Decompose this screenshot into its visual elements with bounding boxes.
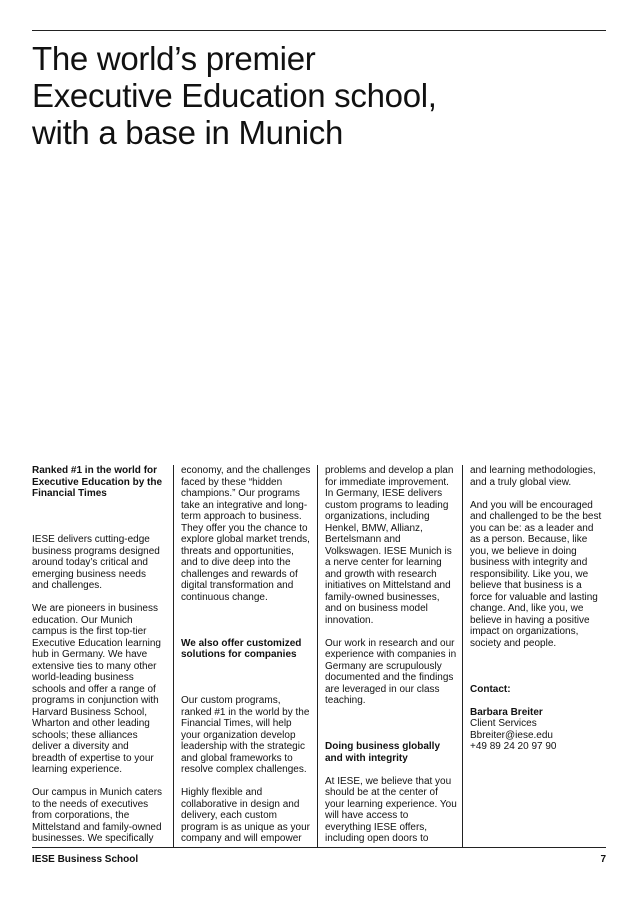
contact-name: Barbara Breiter — [470, 706, 543, 718]
bottom-rule — [32, 847, 606, 848]
footer-school-name: IESE Business School — [32, 854, 139, 865]
contact-heading: Contact: — [470, 683, 511, 695]
paragraph: economy, and the challenges faced by these “hidden champions.” Our programs take an integrative and long-term approach to business. They offer you the chance to explore global market trends, threats and opportunities, and to dive deep into the challenges and rewards of digital transformation and continuous change. — [181, 465, 311, 603]
page-number: 7 — [600, 854, 606, 865]
page-title — [32, 40, 592, 151]
footer — [32, 853, 606, 867]
paragraph: and learning methodologies, and a truly global view. — [470, 465, 596, 488]
contact-phone: +49 89 24 20 97 90 — [470, 741, 557, 752]
title-line-1: The world’s premier — [32, 40, 316, 77]
top-rule — [32, 30, 606, 31]
custom-solutions-heading: We also offer customized solutions for companies — [181, 637, 302, 660]
paragraph: IESE delivers cutting-edge business programs designed around today’s critical and emerging business needs and challenges. — [32, 534, 160, 591]
paragraph: Our work in research and our experience with companies in Germany are scrupulously documented and the findings are leveraged in our class teaching. — [325, 637, 457, 706]
column-3 — [325, 465, 457, 845]
column-divider — [173, 465, 174, 847]
paragraph: We are pioneers in business education. Our Munich campus is the first top-tier Executive Education learning hub in Germany. We have extensive ties to many other world-leading business schools and offer a range of programs in conjunction with Harvard Business School, Wharton and other leading schools; these alliances deliver a diversity and breadth of expertise to your learning experience. — [32, 603, 161, 775]
title-line-2: Executive Education school, — [32, 77, 437, 114]
column-2 — [181, 465, 313, 845]
column-4 — [470, 465, 602, 845]
title-line-3: with a base in Munich — [32, 114, 344, 151]
paragraph: And you will be encouraged and challenged to be the best you can be: as a leader and as a person. Because, like you, we believe in doing business with integrity and responsibility. Like you, we believe that business is a force for valuable and lasting change. And, like you, we believe in having a positive impact on organizations, society and people. — [470, 499, 602, 649]
paragraph: problems and develop a plan for immediate improvement. In Germany, IESE delivers custom programs to leading organizations, including Henkel, BMW, Allianz, Bertelsmann and Volkswagen. IESE Munich is a nerve center for learning and growth with research initiatives on Mittelstand and family-owned businesses, and on business model innovation. — [325, 465, 454, 626]
paragraph: Our campus in Munich caters to the needs of executives from corporations, the Mittelstand and family-owned businesses. We specifically — [32, 787, 163, 844]
column-divider — [462, 465, 463, 847]
column-1 — [32, 465, 164, 845]
paragraph: Our custom programs, ranked #1 in the world by the Financial Times, will help your organization develop leadership with the strategic and global frameworks to resolve complex challenges. — [181, 695, 310, 775]
contact-block — [470, 707, 602, 753]
paragraph: Highly flexible and collaborative in design and delivery, each custom program is as unique as your company and will empower — [181, 787, 310, 844]
contact-role: Client Services — [470, 718, 537, 729]
column-divider — [317, 465, 318, 847]
ranking-heading: Ranked #1 in the world for Executive Education by the Financial Times — [32, 465, 163, 499]
body-columns — [32, 465, 608, 845]
contact-email[interactable]: Bbreiter@iese.edu — [470, 729, 553, 741]
integrity-heading: Doing business globally and with integrity — [325, 741, 441, 764]
paragraph: At IESE, we believe that you should be at the center of your learning experience. You will have access to everything IESE offers, including open doors to — [325, 775, 457, 844]
